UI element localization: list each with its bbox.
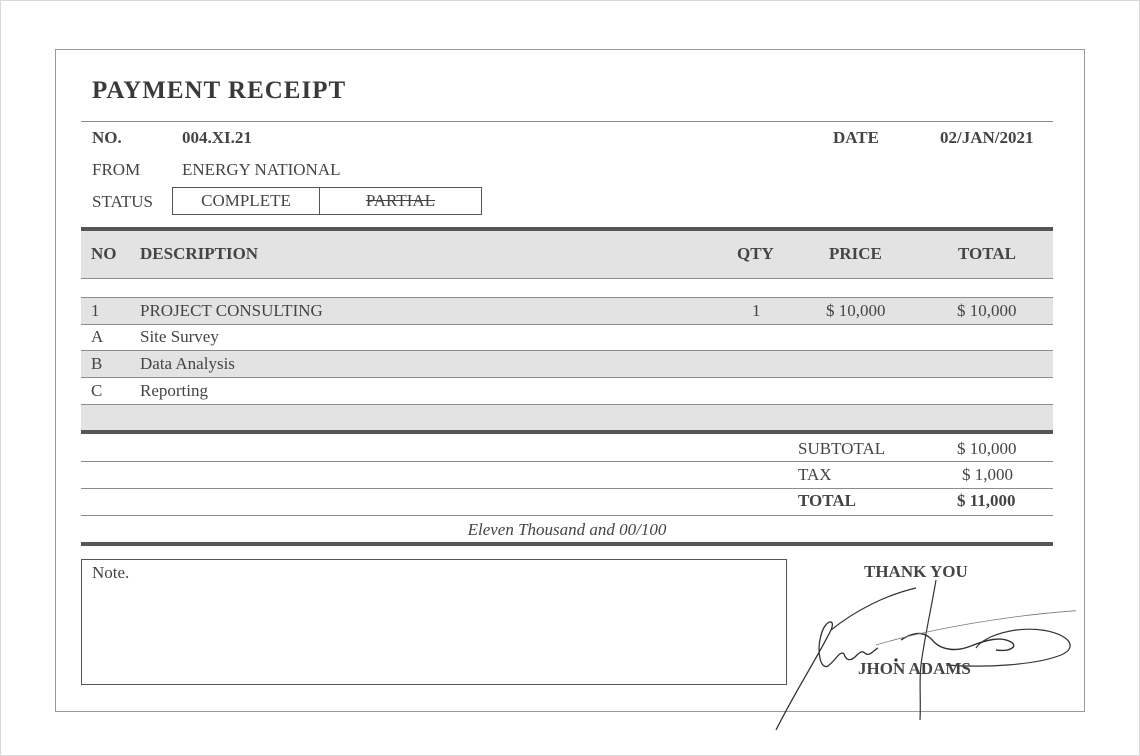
col-header-description: DESCRIPTION — [140, 244, 259, 263]
row-qty: 1 — [752, 301, 761, 320]
table-header — [81, 231, 1053, 279]
totals-divider — [81, 488, 1053, 489]
date-value: 02/JAN/2021 — [940, 128, 1034, 147]
from-value: ENERGY NATIONAL — [182, 160, 341, 179]
row-description: Reporting — [140, 381, 208, 400]
row-no: B — [91, 354, 103, 373]
status-partial-struck: PARTIAL — [365, 191, 436, 210]
tax-value: $ 1,000 — [962, 465, 1013, 484]
table-empty-row — [81, 405, 1053, 430]
payment-receipt — [55, 49, 1085, 712]
status-complete: COMPLETE — [173, 188, 320, 214]
row-no: C — [91, 381, 103, 400]
receipt-number-label: NO. — [92, 128, 122, 147]
totals-divider — [81, 461, 1053, 462]
table-bottom-rule — [81, 430, 1053, 434]
row-total: $ 10,000 — [957, 301, 1017, 320]
col-header-qty: QTY — [737, 244, 774, 263]
status-label: STATUS — [92, 192, 153, 211]
subtotal-label: SUBTOTAL — [798, 439, 886, 458]
receipt-number-value: 004.XI.21 — [182, 128, 252, 147]
totals-divider — [81, 515, 1053, 516]
status-selector — [172, 187, 482, 215]
col-header-price: PRICE — [829, 244, 882, 263]
date-label: DATE — [833, 128, 879, 147]
row-description: Data Analysis — [140, 354, 235, 373]
total-value: $ 11,000 — [957, 491, 1016, 510]
from-label: FROM — [92, 160, 141, 179]
title-divider — [81, 121, 1053, 122]
footer-top-rule — [81, 542, 1053, 546]
amount-in-words: Eleven Thousand and 00/100 — [467, 520, 667, 539]
col-header-no: NO — [91, 244, 117, 263]
tax-label: TAX — [798, 465, 832, 484]
receipt-title: PAYMENT RECEIPT — [92, 77, 347, 104]
col-header-total: TOTAL — [958, 244, 1016, 263]
table-row — [81, 324, 1053, 351]
subtotal-value: $ 10,000 — [957, 439, 1017, 458]
note-label: Note. — [92, 563, 130, 582]
signer-name: JHON ADAMS — [858, 659, 971, 678]
table-row — [81, 378, 1053, 405]
row-price: $ 10,000 — [826, 301, 886, 320]
note-box — [81, 559, 787, 685]
signature-icon — [756, 570, 1076, 735]
table-row — [81, 297, 1053, 325]
row-description: Site Survey — [140, 327, 219, 346]
thank-you-text: THANK YOU — [864, 562, 968, 581]
row-no: 1 — [91, 301, 100, 320]
row-description: PROJECT CONSULTING — [140, 301, 323, 320]
table-row — [81, 351, 1053, 378]
row-no: A — [91, 327, 104, 346]
total-label: TOTAL — [798, 491, 856, 510]
